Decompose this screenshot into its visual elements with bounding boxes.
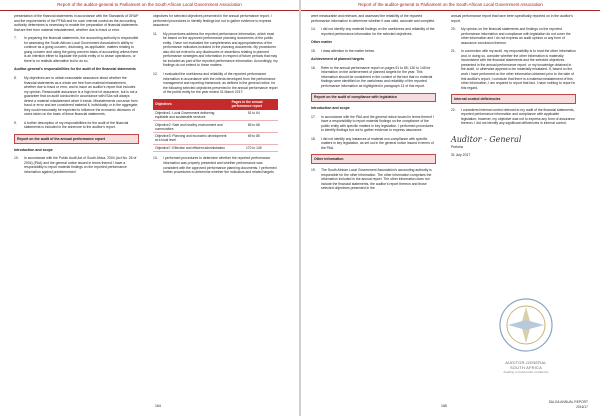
logo-text: SOUTH AFRICA [510,365,542,370]
numbered-paragraph [311,168,436,191]
paragraph: were measurable and relevant, and assessed the reliability of the reported performance information to determine whether it was valid, accurate and complete. [311,14,436,23]
paragraph-text: In preparing the financial statements, the accounting authority is responsible for assessing the South African Local Government Association's ability to continue as a going concern, disclosing, as applicable, matters relating to going concern and using the going concern basis of accounting unless there is an intention either to liquidate the public entity or to cease operations, or there is no realistic alternative but to do so. [24,36,139,63]
paragraph-number: 10. [14,156,19,161]
numbered-paragraph [14,156,139,174]
logo-emblem-icon [471,293,581,355]
paragraph: annual performance report that have been specifically reported on in the auditor's report. [451,14,573,23]
paragraph-number: 13. [153,156,158,161]
numbered-paragraph [14,121,139,130]
paragraph-text: In connection with my audit, my responsibility is to read the other information and, in doing so, consider whether the other information is materially inconsistent with the financial statements and the selected objectives presented in the annual performance report, or my knowledge obtained in the audit, or otherwise appears to be materially misstated. If, based on the work I have performed on the other information obtained prior to the date of this auditor's report, I conclude that there is a material misstatement of this other information, I am required to report that fact. I have nothing to report in this regard. [461,49,576,90]
logo-text: AUDITOR-GENERAL [505,360,547,365]
section-heading: Auditor-general's responsibilities for the audit of the financial statements [14,67,136,72]
numbered-paragraph [311,137,436,151]
paragraph-text: I performed procedures to determine whether the reported performance information was properly presented and whether performance was consistent with the approved performance planning documents. I performed further procedures to determine whether the indicators and related targets [163,156,277,175]
paragraph-text: The South African Local Government Association's accounting authority is responsible for the other information. The other information comprises the information included in the annual report. The other information does not include the financial statements, the auditor's report thereon and those selected objectives presented in the [321,168,432,191]
table-cell: 65 to 68 [230,121,278,133]
paragraph-text: My opinion on the financial statements and findings on the reported performance information and compliance with legislation do not cover the other information and I do not express an audit opinion or any form of assurance conclusion thereon. [461,27,571,45]
page-right [301,0,600,416]
column-2 [153,14,278,179]
paragraph-text: Refer to the annual performance report on pages 51 to 85; 130 to 145 for information on the achievement of planned targets for the year. This information should be considered in the context of the fact that no material findings were identified on the usefulness and reliability of the reported performance information as highlighted in paragraph 14 of this report. [321,65,433,89]
paragraph-number: 19. [311,168,316,173]
paragraph-number: 22. [451,107,456,112]
paragraph-text: My objectives are to obtain reasonable assurance about whether the financial statements as a whole are free from material misstatement, whether due to fraud or error, and to issue an auditor's report that includes my opinion. Reasonable assurance is a high level of assurance, but is not a guarantee that an audit conducted in accordance with ISAs will always detect a material misstatement when it exists. Misstatements can arise from fraud or error and are considered material if, individually or in the aggregate, they could reasonably be expected to influence the economic decisions of users taken on the basis of these financial statements. [24,76,139,117]
section-heading: Other matter [311,40,333,45]
footer-title: SALGA ANNUAL REPORT [548,400,588,405]
paragraph-number: 14. [311,27,316,32]
table-cell: Objective2: Safe and healthy environment and communities [153,121,230,133]
table-header: Objectives [153,99,230,110]
paragraph-text: I draw attention to the matter below. [321,48,375,53]
numbered-paragraph [14,76,139,117]
paragraph-text: I evaluated the usefulness and reliability of the reported performance information in accordance with the criteria developed from the performance management and reporting framework, as defined in the general notice, for the following selected objectives presented in the annual performance report of the public entity for the year ended 31 March 2017: [163,72,278,95]
table-row [153,110,278,121]
paragraph-number: 18. [311,136,316,141]
signature-date: 31 July 2017 [451,153,471,158]
page-left [0,0,299,416]
table-row [153,144,278,152]
paragraph-text: In accordance with the PAA and the general notice issued in terms thereof I have a responsibility to report material findings on the compliance of the public entity with specific matters in key legislation. I performed procedures to identify findings but not to gather evidence to express assurance. [321,114,434,133]
paragraph-number: 17. [311,114,316,119]
auditor-general-signature: Auditor - General [451,134,522,144]
paragraph-text: I did not identify any material findings on the usefulness and reliability of the reported performance information for the selected objectives. [321,27,435,36]
paragraph-number: 11. [153,31,158,36]
paragraph-number: 15. [311,48,316,53]
paragraph-number: 9. [14,120,17,125]
table-cell: Objective3: Planning and economic development at a local level [153,133,230,145]
signature-place: Pretoria [451,145,463,150]
table-row [153,121,278,133]
page-number: 165 [441,404,447,408]
paragraph-text: In accordance with the Public Audit Act of South Africa, 2004 (Act No. 25 of 2004) (PAA) and the general notice issued in terms thereof I have a responsibility to report material findings on the reported performance information against predetermined [24,156,137,174]
column-1 [14,14,139,178]
footer-year: 2016/17 [576,404,588,409]
objectives-table [153,99,278,153]
paragraph-text: A further description of my responsibilities for the audit of the financial statements is included in the annexure to the auditor's report. [24,120,129,130]
logo-tagline: Auditing to build public confidence [503,370,549,374]
page-header: Report of the auditor-general to Parliament on the South African Local Government Association [301,0,600,11]
numbered-paragraph [153,32,278,68]
numbered-paragraph [451,27,576,45]
paragraph-number: 12. [153,72,158,77]
paragraph-text: My procedures address the reported performance information, which must be based on the approved performance planning documents of the public entity. I have not evaluated the completeness and appropriateness of the performance indicators included in the planning documents. My procedures also did not extend to any disclosures or assertions relating to planned performance strategies and information in respect of future periods that may be included as part of the reported performance information. Accordingly, my findings do not extend to these matters. [163,31,278,68]
section-heading: Introduction and scope [14,147,53,152]
column-1 [311,14,436,195]
auditor-general-logo [471,293,581,388]
section-heading: Achievement of planned targets [311,57,365,62]
section-banner: Report on the audit of compliance with legislation [311,93,436,103]
page-number: 164 [155,404,161,408]
numbered-paragraph [14,36,139,63]
paragraph-number: 7. [14,36,17,41]
numbered-paragraph [311,115,436,133]
column-2 [451,14,576,161]
paragraph-number: 21. [451,49,456,54]
section-banner: Report on the audit of the annual performance report [14,134,139,144]
table-cell: Objective1: Local Government delivering equitable and sustainable services [153,110,230,121]
paragraph-text: I considered internal control relevant to my audit of the financial statements, reported performance information and compliance with applicable legislation; however, my objective was not to express any form of assurance thereon. I did not identify any significant deficiencies in internal control. [461,107,576,126]
table-cell: Objective7: Effective and efficient administration [153,144,230,152]
numbered-paragraph [311,49,436,54]
numbered-paragraph [311,66,436,89]
report-footer [549,400,588,409]
paragraph: objectives for selected objectives presented in the annual performance report. I performed procedures to identify findings but not to gather evidence to express assurance. [153,14,272,28]
paragraph-number: 20. [451,27,456,32]
numbered-paragraph [451,108,576,126]
page-header: Report of the auditor-general to Parliament on the South African Local Government Association [0,0,299,11]
section-banner: Other information [311,154,436,164]
paragraph-number: 8. [14,76,17,81]
paragraph-text: I did not identify any instances of material non-compliance with specific matters in key legislation, as set out in the general notice issued in terms of the PAA. [321,136,434,150]
paragraph-number: 16. [311,65,316,70]
section-heading: Introduction and scope [311,106,350,111]
numbered-paragraph [153,72,278,95]
table-header: Pages in the annual performance report [230,99,278,110]
numbered-paragraph [153,156,278,174]
table-cell: 69 to 85 [230,133,278,145]
paragraph: presentation of the financial statements in accordance with the Standards of GRAP and the requirements of the PFMA and for such internal control as the accounting authority determines is necessary to enable the preparation of financial statements that are free from material misstatement, whether due to fraud or error. [14,14,139,32]
numbered-paragraph [451,49,576,90]
numbered-paragraph [311,27,436,36]
section-banner: Internal control deficiencies [451,94,576,104]
table-cell: 170 to 145 [230,144,278,152]
table-cell: 51 to 64 [230,110,278,121]
table-row [153,133,278,145]
